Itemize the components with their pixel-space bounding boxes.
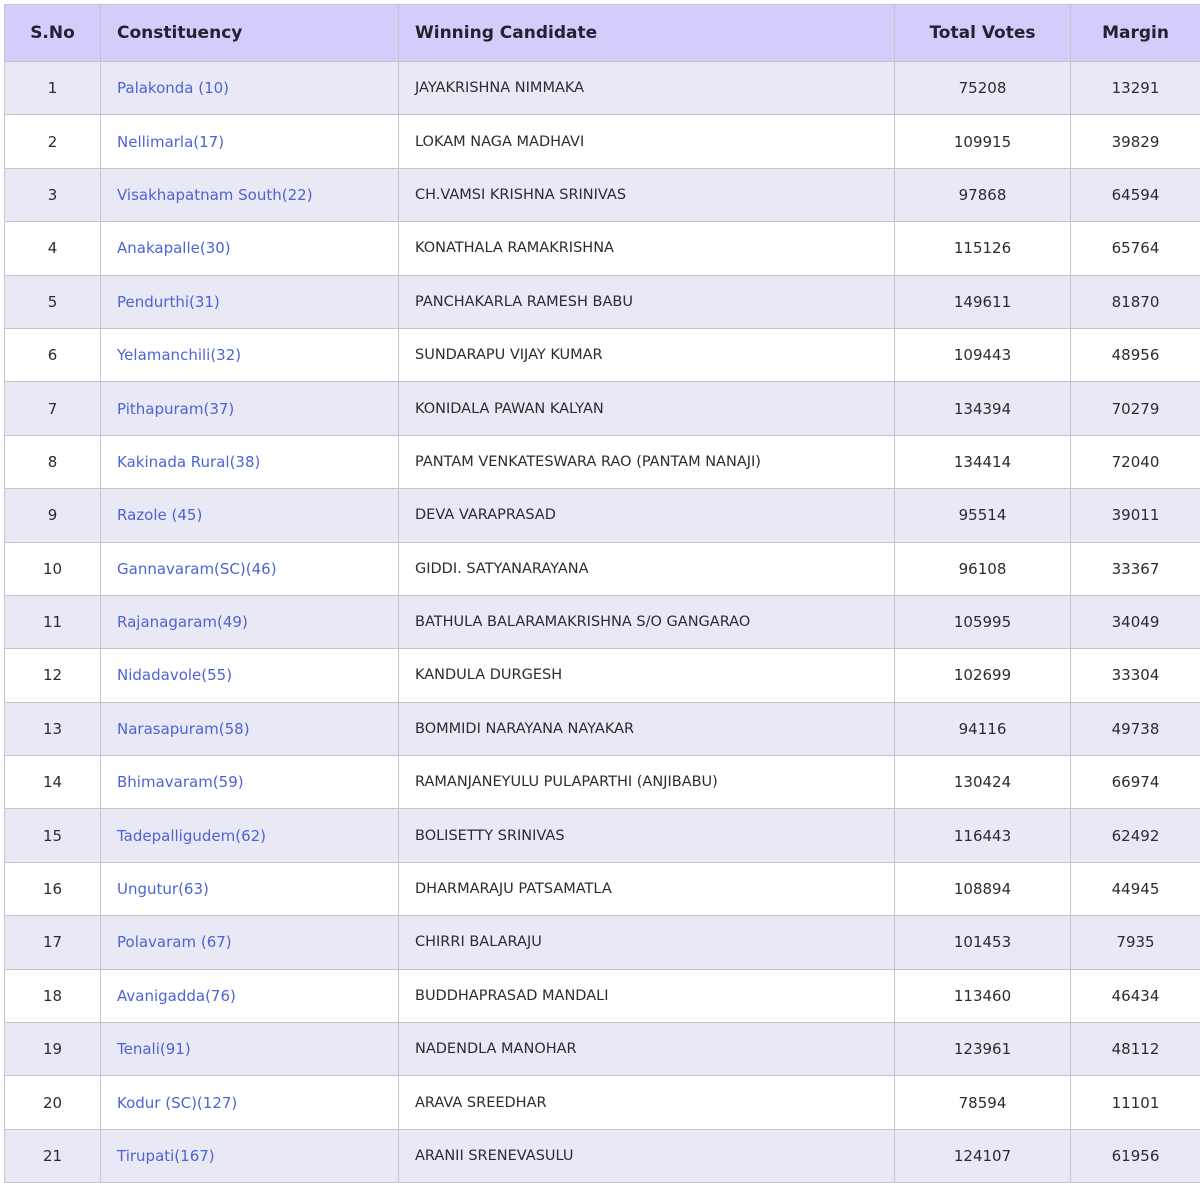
cell-sno: 9 (5, 489, 101, 542)
table-row (5, 168, 1200, 221)
table-row (5, 328, 1200, 381)
cell-margin: 48112 (1071, 1023, 1200, 1076)
cell-margin: 34049 (1071, 595, 1200, 648)
constituency-link[interactable]: Rajanagaram(49) (101, 595, 399, 648)
constituency-link[interactable]: Kakinada Rural(38) (101, 435, 399, 488)
cell-candidate: PANTAM VENKATESWARA RAO (PANTAM NANAJI) (399, 435, 895, 488)
constituency-link[interactable]: Bhimavaram(59) (101, 756, 399, 809)
cell-total-votes: 108894 (895, 862, 1071, 915)
cell-total-votes: 116443 (895, 809, 1071, 862)
cell-sno: 7 (5, 382, 101, 435)
cell-sno: 13 (5, 702, 101, 755)
table-row (5, 969, 1200, 1022)
header-candidate: Winning Candidate (399, 5, 895, 62)
cell-sno: 14 (5, 756, 101, 809)
cell-margin: 13291 (1071, 62, 1200, 115)
table-row (5, 1076, 1200, 1129)
header-constituency: Constituency (101, 5, 399, 62)
constituency-link[interactable]: Nidadavole(55) (101, 649, 399, 702)
constituency-link[interactable]: Avanigadda(76) (101, 969, 399, 1022)
cell-margin: 72040 (1071, 435, 1200, 488)
constituency-link[interactable]: Kodur (SC)(127) (101, 1076, 399, 1129)
cell-sno: 15 (5, 809, 101, 862)
cell-sno: 5 (5, 275, 101, 328)
constituency-link[interactable]: Gannavaram(SC)(46) (101, 542, 399, 595)
table-row (5, 862, 1200, 915)
cell-total-votes: 97868 (895, 168, 1071, 221)
constituency-link[interactable]: Anakapalle(30) (101, 222, 399, 275)
cell-margin: 48956 (1071, 328, 1200, 381)
cell-total-votes: 95514 (895, 489, 1071, 542)
table-row (5, 809, 1200, 862)
cell-sno: 2 (5, 115, 101, 168)
cell-sno: 19 (5, 1023, 101, 1076)
cell-sno: 16 (5, 862, 101, 915)
cell-candidate: LOKAM NAGA MADHAVI (399, 115, 895, 168)
constituency-link[interactable]: Tirupati(167) (101, 1129, 399, 1182)
table-row (5, 62, 1200, 115)
header-row (5, 5, 1200, 62)
cell-candidate: CH.VAMSI KRISHNA SRINIVAS (399, 168, 895, 221)
cell-candidate: BUDDHAPRASAD MANDALI (399, 969, 895, 1022)
table-row (5, 702, 1200, 755)
constituency-link[interactable]: Pithapuram(37) (101, 382, 399, 435)
cell-candidate: BATHULA BALARAMAKRISHNA S/O GANGARAO (399, 595, 895, 648)
cell-sno: 3 (5, 168, 101, 221)
cell-sno: 6 (5, 328, 101, 381)
cell-total-votes: 113460 (895, 969, 1071, 1022)
cell-margin: 11101 (1071, 1076, 1200, 1129)
cell-sno: 1 (5, 62, 101, 115)
cell-margin: 46434 (1071, 969, 1200, 1022)
table-row (5, 1129, 1200, 1182)
cell-total-votes: 78594 (895, 1076, 1071, 1129)
header-sno: S.No (5, 5, 101, 62)
cell-candidate: ARANII SRENEVASULU (399, 1129, 895, 1182)
results-table (4, 4, 1200, 1183)
cell-margin: 33367 (1071, 542, 1200, 595)
cell-candidate: ARAVA SREEDHAR (399, 1076, 895, 1129)
cell-total-votes: 149611 (895, 275, 1071, 328)
table-row (5, 916, 1200, 969)
cell-total-votes: 130424 (895, 756, 1071, 809)
cell-sno: 12 (5, 649, 101, 702)
cell-candidate: JAYAKRISHNA NIMMAKA (399, 62, 895, 115)
cell-candidate: RAMANJANEYULU PULAPARTHI (ANJIBABU) (399, 756, 895, 809)
cell-candidate: SUNDARAPU VIJAY KUMAR (399, 328, 895, 381)
constituency-link[interactable]: Yelamanchili(32) (101, 328, 399, 381)
cell-candidate: DHARMARAJU PATSAMATLA (399, 862, 895, 915)
constituency-link[interactable]: Polavaram (67) (101, 916, 399, 969)
cell-sno: 4 (5, 222, 101, 275)
cell-candidate: GIDDI. SATYANARAYANA (399, 542, 895, 595)
constituency-link[interactable]: Narasapuram(58) (101, 702, 399, 755)
cell-total-votes: 109443 (895, 328, 1071, 381)
cell-total-votes: 134414 (895, 435, 1071, 488)
cell-margin: 64594 (1071, 168, 1200, 221)
header-margin: Margin (1071, 5, 1200, 62)
cell-margin: 70279 (1071, 382, 1200, 435)
table-row (5, 542, 1200, 595)
cell-candidate: KANDULA DURGESH (399, 649, 895, 702)
cell-sno: 17 (5, 916, 101, 969)
cell-margin: 62492 (1071, 809, 1200, 862)
cell-margin: 81870 (1071, 275, 1200, 328)
table-row (5, 115, 1200, 168)
cell-total-votes: 134394 (895, 382, 1071, 435)
cell-total-votes: 94116 (895, 702, 1071, 755)
cell-candidate: BOLISETTY SRINIVAS (399, 809, 895, 862)
cell-candidate: BOMMIDI NARAYANA NAYAKAR (399, 702, 895, 755)
table-row (5, 275, 1200, 328)
cell-margin: 39829 (1071, 115, 1200, 168)
table-body (5, 62, 1200, 1183)
cell-candidate: CHIRRI BALARAJU (399, 916, 895, 969)
table-row (5, 595, 1200, 648)
cell-candidate: PANCHAKARLA RAMESH BABU (399, 275, 895, 328)
cell-total-votes: 123961 (895, 1023, 1071, 1076)
table-row (5, 382, 1200, 435)
table-row (5, 435, 1200, 488)
cell-sno: 11 (5, 595, 101, 648)
table-row (5, 489, 1200, 542)
cell-margin: 61956 (1071, 1129, 1200, 1182)
cell-candidate: NADENDLA MANOHAR (399, 1023, 895, 1076)
constituency-link[interactable]: Visakhapatnam South(22) (101, 168, 399, 221)
cell-total-votes: 124107 (895, 1129, 1071, 1182)
cell-total-votes: 109915 (895, 115, 1071, 168)
cell-total-votes: 102699 (895, 649, 1071, 702)
table-row (5, 222, 1200, 275)
cell-sno: 21 (5, 1129, 101, 1182)
table-header (5, 5, 1200, 62)
constituency-link[interactable]: Nellimarla(17) (101, 115, 399, 168)
cell-sno: 20 (5, 1076, 101, 1129)
cell-total-votes: 115126 (895, 222, 1071, 275)
cell-margin: 49738 (1071, 702, 1200, 755)
table-row (5, 1023, 1200, 1076)
cell-sno: 10 (5, 542, 101, 595)
cell-margin: 65764 (1071, 222, 1200, 275)
cell-margin: 7935 (1071, 916, 1200, 969)
cell-candidate: KONATHALA RAMAKRISHNA (399, 222, 895, 275)
cell-sno: 18 (5, 969, 101, 1022)
constituency-link[interactable]: Razole (45) (101, 489, 399, 542)
cell-total-votes: 105995 (895, 595, 1071, 648)
cell-margin: 33304 (1071, 649, 1200, 702)
cell-candidate: KONIDALA PAWAN KALYAN (399, 382, 895, 435)
header-total-votes: Total Votes (895, 5, 1071, 62)
table-row (5, 649, 1200, 702)
constituency-link[interactable]: Tenali(91) (101, 1023, 399, 1076)
cell-total-votes: 75208 (895, 62, 1071, 115)
constituency-link[interactable]: Ungutur(63) (101, 862, 399, 915)
cell-sno: 8 (5, 435, 101, 488)
cell-margin: 66974 (1071, 756, 1200, 809)
cell-margin: 44945 (1071, 862, 1200, 915)
constituency-link[interactable]: Palakonda (10) (101, 62, 399, 115)
cell-total-votes: 96108 (895, 542, 1071, 595)
cell-total-votes: 101453 (895, 916, 1071, 969)
constituency-link[interactable]: Tadepalligudem(62) (101, 809, 399, 862)
cell-candidate: DEVA VARAPRASAD (399, 489, 895, 542)
cell-margin: 39011 (1071, 489, 1200, 542)
table-row (5, 756, 1200, 809)
constituency-link[interactable]: Pendurthi(31) (101, 275, 399, 328)
